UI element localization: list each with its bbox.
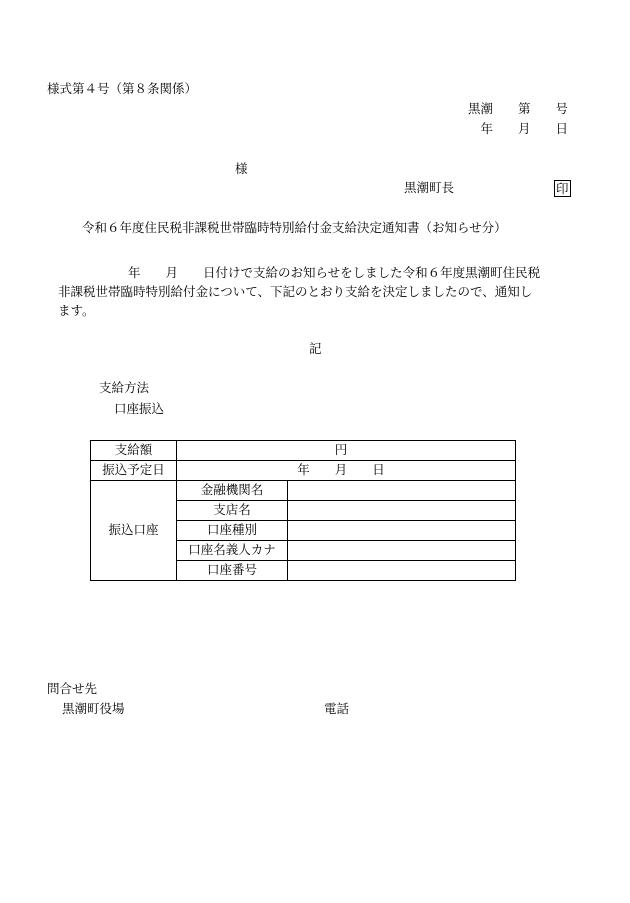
seal-mark: 印 [556, 181, 569, 196]
account-row-value [288, 481, 516, 501]
account-row-value [288, 521, 516, 541]
payment-method-value: 口座振込 [114, 401, 165, 416]
account-row-value [288, 561, 516, 581]
contact-office: 黒潮町役場 [62, 701, 125, 716]
body-paragraph [58, 263, 593, 320]
contact-label: 問合せ先 [47, 681, 98, 696]
issue-date-line: 年 月 日 [480, 121, 568, 136]
table-row [91, 461, 516, 481]
transfer-date-value-cell [177, 461, 516, 481]
transfer-date-label-cell: 振込予定日 [91, 461, 177, 481]
account-row-label: 口座名義人カナ [177, 541, 288, 561]
document-title: 令和６年度住民税非課税世帯臨時特別給付金支給決定通知書（お知らせ分） [82, 220, 507, 235]
sender-name: 黒潮町長 [404, 180, 455, 195]
account-row-value [288, 541, 516, 561]
account-row-label: 口座番号 [177, 561, 288, 581]
issue-reference: 黒潮 第 号 [467, 101, 568, 116]
amount-unit: 円 [334, 442, 348, 458]
account-label-cell: 振込口座 [91, 481, 177, 581]
account-row-label: 金融機関名 [177, 481, 288, 501]
payment-details-table [90, 440, 516, 581]
transfer-date-value: 年 月 日 [297, 462, 385, 478]
form-number: 様式第４号（第８条関係） [47, 81, 198, 96]
table-row [91, 481, 516, 501]
payment-method-label: 支給方法 [99, 380, 150, 395]
amount-label-cell: 支給額 [91, 441, 177, 461]
account-row-label: 口座種別 [177, 521, 288, 541]
table-row [91, 441, 516, 461]
body-line-3: ます。 [58, 303, 95, 318]
body-line-1: 年 月 日付けで支給のお知らせをしました令和６年度黒潮町住民税 [128, 265, 541, 280]
recipient-suffix: 様 [235, 161, 248, 176]
body-line-2: 非課税世帯臨時特別給付金について、下記のとおり支給を決定しましたので、通知し [58, 284, 533, 299]
account-row-value [288, 501, 516, 521]
amount-value-cell [177, 441, 516, 461]
account-row-label: 支店名 [177, 501, 288, 521]
contact-phone-label: 電話 [324, 701, 350, 716]
ki-heading: 記 [309, 341, 322, 356]
